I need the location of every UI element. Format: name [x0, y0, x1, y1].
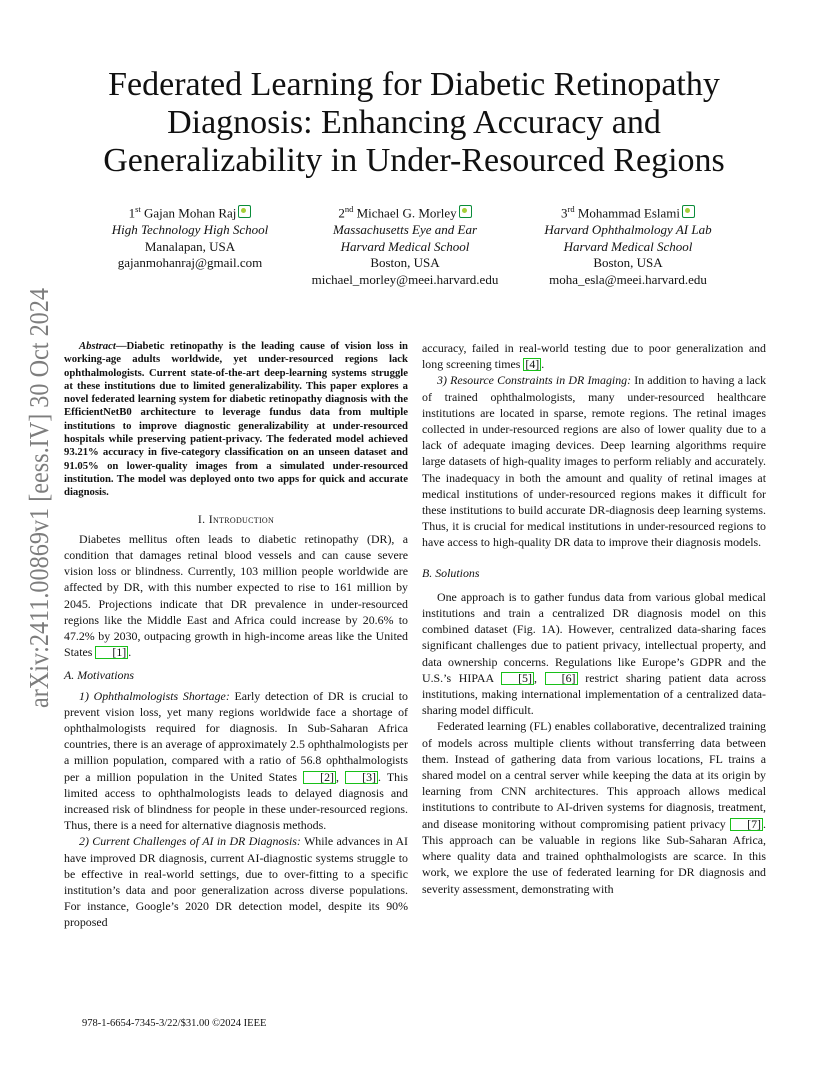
paper-title — [60, 66, 768, 180]
title-line: Generalizability in Under-Resourced Regions — [103, 142, 725, 179]
author-affiliation: Harvard Ophthalmology AI Lab — [544, 221, 712, 237]
right-column — [422, 340, 766, 897]
author-affiliation: High Technology High School — [111, 221, 269, 237]
abstract-text: —Diabetic retinopathy is the leading cause of vision loss in working-age adults worldwide, yet under-resourced regions lack ophthalmologists. Current state-of-the-art deep-learning systems struggle at these institutions due to limited generalizability. This paper explores a novel federated learning system for diabetic retinopathy diagnosis with the EfficientNetB0 architecture to leverage fundus data from multiple institutions to improve diagnostic generalizability at under-resourced hospitals while preserving patient-privacy. The federated model achieved 93.21% accuracy in five-category classification on an unseen dataset and 91.05% on lower-quality images from a simulated under-resourced institution. The model was deployed onto two apps for quick and accurate diagnosis. — [64, 340, 408, 499]
citation-link[interactable]: [1] — [95, 646, 128, 659]
citation-link[interactable]: [2] — [303, 771, 336, 784]
abstract-label: Abstract — [79, 340, 116, 352]
citation-link[interactable]: [5] — [501, 672, 534, 685]
copyright-footer: 978-1-6654-7345-3/22/$31.00 ©2024 IEEE — [82, 1018, 267, 1029]
author-email: gajanmohanraj@gmail.com — [117, 255, 263, 271]
author-email: michael_morley@meei.harvard.edu — [311, 271, 499, 287]
arxiv-identifier — [18, 239, 56, 708]
intro-paragraph: Diabetes mellitus often leads to diabetic retinopathy (DR), a condition that damages retinal blood vessels and can cause severe vision loss or blindness. Currently, 103 million people worldwide are affected by DR, with this number expected to rise to 161 million by 2045. Projections indicate that DR prevalence in under-resourced regions like the Middle East and Africa could increase by 20.6% to 47.2% by 2030, outpacing growth in high-income areas like the United States [1] . — [64, 531, 408, 660]
author-location: Boston, USA — [370, 255, 440, 271]
orcid-icon[interactable] — [238, 205, 251, 218]
author-name: 3rd Mohammad Eslami — [528, 201, 728, 222]
arxiv-identifier-text: arXiv:2411.00869v1 [eess.IV] 30 Oct 2024 — [24, 239, 54, 708]
subsection-heading-motivations: A. Motivations — [64, 668, 135, 683]
author-name: 1st Gajan Mohan Raj — [100, 201, 280, 222]
author-affiliation-2: Harvard Medical School — [563, 238, 693, 254]
motivation-paragraph-2: 2) Current Challenges of AI in DR Diagnosis: While advances in AI have improved DR diagnosis, current AI-diagnostic systems struggle to be effective in real-world settings, due to over-fitting to a specific institution’s data and poor generalization across diverse populations. For instance, Google’s 2020 DR detection model, despite its 90% proposed — [64, 834, 408, 930]
motivation-paragraph-2-continued: accuracy, failed in real-world testing due to poor generalization and long screening times [4] . — [422, 341, 766, 372]
author-affiliation: Massachusetts Eye and Ear — [332, 221, 478, 237]
author-location: Manalapan, USA — [144, 238, 236, 254]
orcid-icon[interactable] — [682, 205, 695, 218]
author-name: 2nd Michael G. Morley — [300, 201, 510, 222]
left-column — [64, 340, 408, 931]
author-affiliation-2: Harvard Medical School — [340, 238, 470, 254]
motivation-paragraph-3: 3) Resource Constraints in DR Imaging: In addition to having a lack of trained ophthalmologists, many under-resourced healthcare institutions are located in sparse, remote regions. The retinal images collected in under-resourced regions are also of lower quality due to a lack of adequate imaging devices. Deep learning algorithms require large datasets of high-quality images to perform reliably and accurately. The inadequacy in both the amount and quality of retinal images at medical institutions of under-resourced regions makes it difficult for these institutions to build accurate DR-diagnosis deep learning systems. Thus, it is crucial for medical institutions in under-resourced regions to have access to high-quality DR data to improve their diagnosis models. — [422, 373, 767, 550]
citation-link[interactable]: [3] — [345, 771, 378, 784]
subsection-heading-solutions: B. Solutions — [422, 565, 480, 580]
title-line: Diagnosis: Enhancing Accuracy and — [167, 104, 661, 141]
abstract — [64, 340, 408, 500]
citation-link[interactable]: [4] — [525, 357, 540, 372]
solutions-paragraph-2: Federated learning (FL) enables collaborative, decentralized training of models across multiple clients without transferring data between them. Instead of gathering data from various locations, FL trains a shared model on a central server while keeping the data at its origin by learning from CNN architectures. This approach allows medical institutions to contribute to AI-driven systems for diagnosis, treatment, and disease monitoring without compromising patient privacy [7] . This approach can be valuable in regions like Sub-Saharan Africa, where quality data and trained ophthalmologists are scarce. In this work, we explore the use of federated learning for DR diagnosis and severity assessment, demonstrating with — [422, 719, 766, 896]
citation-link[interactable]: [6] — [545, 672, 578, 685]
author-location: Boston, USA — [593, 255, 663, 271]
title-line: Federated Learning for Diabetic Retinopathy — [108, 66, 720, 103]
citation-link[interactable]: [7] — [730, 818, 763, 831]
section-heading-introduction: I. Introduction — [197, 511, 275, 526]
author-block-3 — [528, 201, 728, 288]
author-email: moha_esla@meei.harvard.edu — [549, 271, 707, 287]
motivation-paragraph-1: 1) Ophthalmologists Shortage: Early detection of DR is crucial to prevent vision loss, yet many regions worldwide face a shortage of ophthalmologists required for diagnosis. In Sub-Saharan Africa countries, there is an average of approximately 2.5 ophthalmologists per a million population, compared with a ratio of 56.8 ophthalmologists per a million population in the United States [2] , [3] . This limited access to ophthalmologists leads to delayed diagnosis and increased risk of blindness for people in these under-resourced regions. Thus, there is a need for alternative diagnosis methods. — [64, 688, 408, 833]
orcid-icon[interactable] — [459, 205, 472, 218]
solutions-paragraph-1: One approach is to gather fundus data from various global medical institutions and train a centralized DR diagnosis model on this combined dataset (Fig. 1A). However, centralized data-sharing faces significant challenges due to patient privacy, intellectual property, and data ownership concerns. Regulations like Europe’s GDPR and the U.S.’s HIPAA [5] , [6] restrict sharing patient data across institutions, making international implementation of a centralized data-sharing model difficult. — [422, 589, 766, 718]
author-block-2 — [300, 201, 510, 288]
author-block-1 — [100, 201, 280, 272]
